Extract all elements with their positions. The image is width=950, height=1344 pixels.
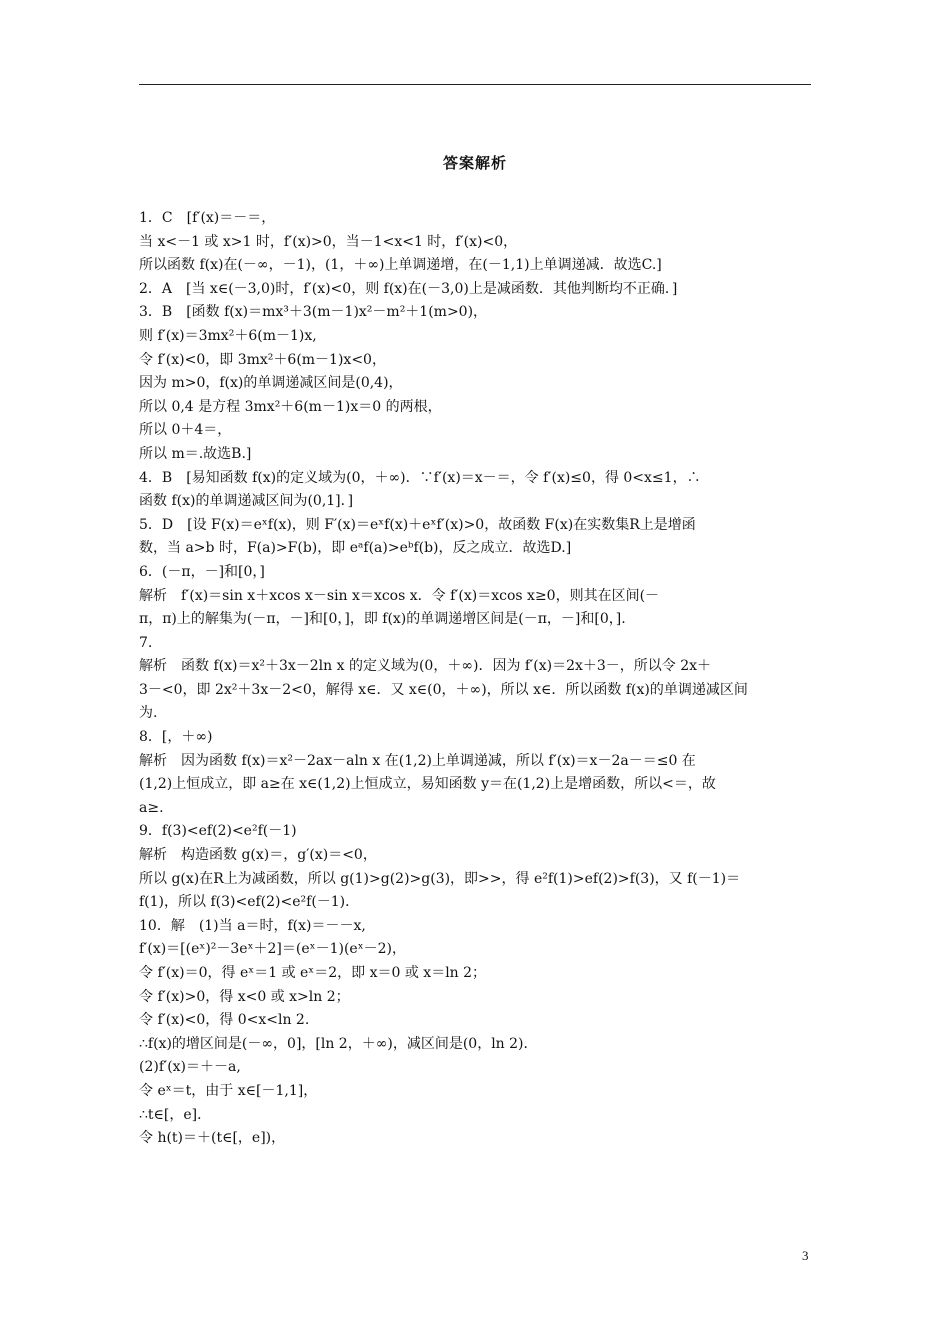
- text-line: 1．C [f′(x)＝－＝，: [139, 210, 276, 226]
- text-line: ∴t∈[，e]．: [139, 1106, 212, 1123]
- text-line: 7.: [139, 634, 153, 651]
- text-line: 数，当 a>b 时，F(a)>F(b)，即 eᵃf(a)>eᵇf(b)，反之成立．故选D.]: [139, 540, 572, 557]
- text-line: 解析 构造函数 g(x)＝，g′(x)＝<0，: [139, 847, 377, 864]
- text-line: 解析 f′(x)＝sin x＋xcos x－sin x＝xcos x．令 f′(x)＝xcos x≥0，则其在区间(－: [139, 587, 660, 604]
- text-line: 令 f′(x)<0，得 0<x<ln 2.: [139, 1012, 310, 1029]
- text-line: 因为 m>0，f(x)的单调递减区间是(0,4)，: [139, 375, 403, 392]
- answer-body: [139, 207, 814, 1151]
- text-line: 函数 f(x)的单调递减区间为(0,1]．]: [139, 493, 354, 510]
- text-line: 所以 0＋4＝，: [139, 422, 232, 439]
- text-line: 9．f(3)<ef(2)<e²f(－1): [139, 823, 297, 840]
- text-line: 所以函数 f(x)在(－∞，－1)，(1，＋∞)上单调递增，在(－1,1)上单调递减．故选C.]: [139, 257, 662, 274]
- text-line: 令 h(t)＝＋(t∈[，e])，: [139, 1130, 286, 1147]
- page-title: 答案解析: [442, 154, 507, 172]
- text-line: 解析 函数 f(x)＝x²＋3x－2ln x 的定义域为(0，＋∞)．因为 f′(x)＝2x＋3－，所以令 2x＋: [139, 658, 712, 675]
- text-line: 6．(－π，－]和[0，]: [139, 563, 265, 580]
- page-number: 3: [802, 1248, 809, 1263]
- text-line: a≥.: [139, 799, 164, 816]
- header-rule: [139, 84, 811, 85]
- text-line: 5．D [设 F(x)＝eˣf(x)，则 F′(x)＝eˣf(x)＋eˣf′(x)>0，故函数 F(x)在实数集R上是增函: [139, 516, 696, 533]
- text-line: 解析 因为函数 f(x)＝x²－2ax－aln x 在(1,2)上单调递减，所以 f′(x)＝x－2a－＝≤0 在: [139, 752, 696, 769]
- text-line: 则 f′(x)＝3mx²＋6(m－1)x,: [139, 327, 317, 344]
- text-line: f′(x)＝[(eˣ)²－3eˣ＋2]＝(eˣ－1)(eˣ－2)，: [139, 941, 406, 958]
- text-line: 10．解 (1)当 a＝时，f(x)＝－－x,: [139, 917, 366, 934]
- text-line: f(1)，所以 f(3)<ef(2)<e²f(－1)．: [139, 894, 360, 911]
- text-line: 当 x<－1 或 x>1 时，f′(x)>0，当－1<x<1 时，f′(x)<0，: [139, 233, 518, 250]
- text-line: 令 f′(x)<0，即 3mx²＋6(m－1)x<0，: [139, 351, 386, 368]
- text-line: 令 eˣ＝t，由于 x∈[－1,1]，: [139, 1082, 318, 1099]
- text-line: 3．B [函数 f(x)＝mx³＋3(m－1)x²－m²＋1(m>0)，: [139, 304, 488, 321]
- text-line: 2．A [当 x∈(－3,0)时，f′(x)<0，则 f(x)在(－3,0)上是减函数．其他判断均不正确．]: [139, 280, 678, 297]
- text-line: 8．[，＋∞): [139, 729, 213, 746]
- text-line: 4．B [易知函数 f(x)的定义域为(0，＋∞)．∵f′(x)＝x－＝，令 f′(x)≤0，得 0<x≤1，∴: [139, 469, 701, 486]
- text-line: 令 f′(x)＝0，得 eˣ＝1 或 eˣ＝2，即 x＝0 或 x＝ln 2；: [139, 965, 487, 981]
- text-line: 为.: [139, 705, 158, 722]
- text-line: (1,2)上恒成立，即 a≥在 x∈(1,2)上恒成立，易知函数 y＝在(1,2)上是增函数，所以<＝，故: [139, 776, 716, 793]
- text-line: 3－<0，即 2x²＋3x－2<0，解得 x∈．又 x∈(0，＋∞)，所以 x∈．所以函数 f(x)的单调递减区间: [139, 681, 748, 698]
- text-line: (2)f′(x)＝＋－a,: [139, 1059, 241, 1076]
- text-line: 所以 m＝.故选B.]: [139, 445, 252, 462]
- text-line: ∴f(x)的增区间是(－∞，0]，[ln 2，＋∞)，减区间是(0，ln 2)．: [139, 1035, 538, 1052]
- text-line: π，π)上的解集为(－π，－]和[0，]，即 f(x)的单调递增区间是(－π，－]和[0，].: [139, 611, 626, 628]
- text-line: 令 f′(x)>0，得 x<0 或 x>ln 2；: [139, 988, 350, 1005]
- text-line: 所以 g(x)在R上为减函数，所以 g(1)>g(2)>g(3)，即>>，得 e²f(1)>ef(2)>f(3)，又 f(－1)＝: [139, 870, 741, 887]
- text-line: 所以 0,4 是方程 3mx²＋6(m－1)x＝0 的两根，: [139, 398, 442, 415]
